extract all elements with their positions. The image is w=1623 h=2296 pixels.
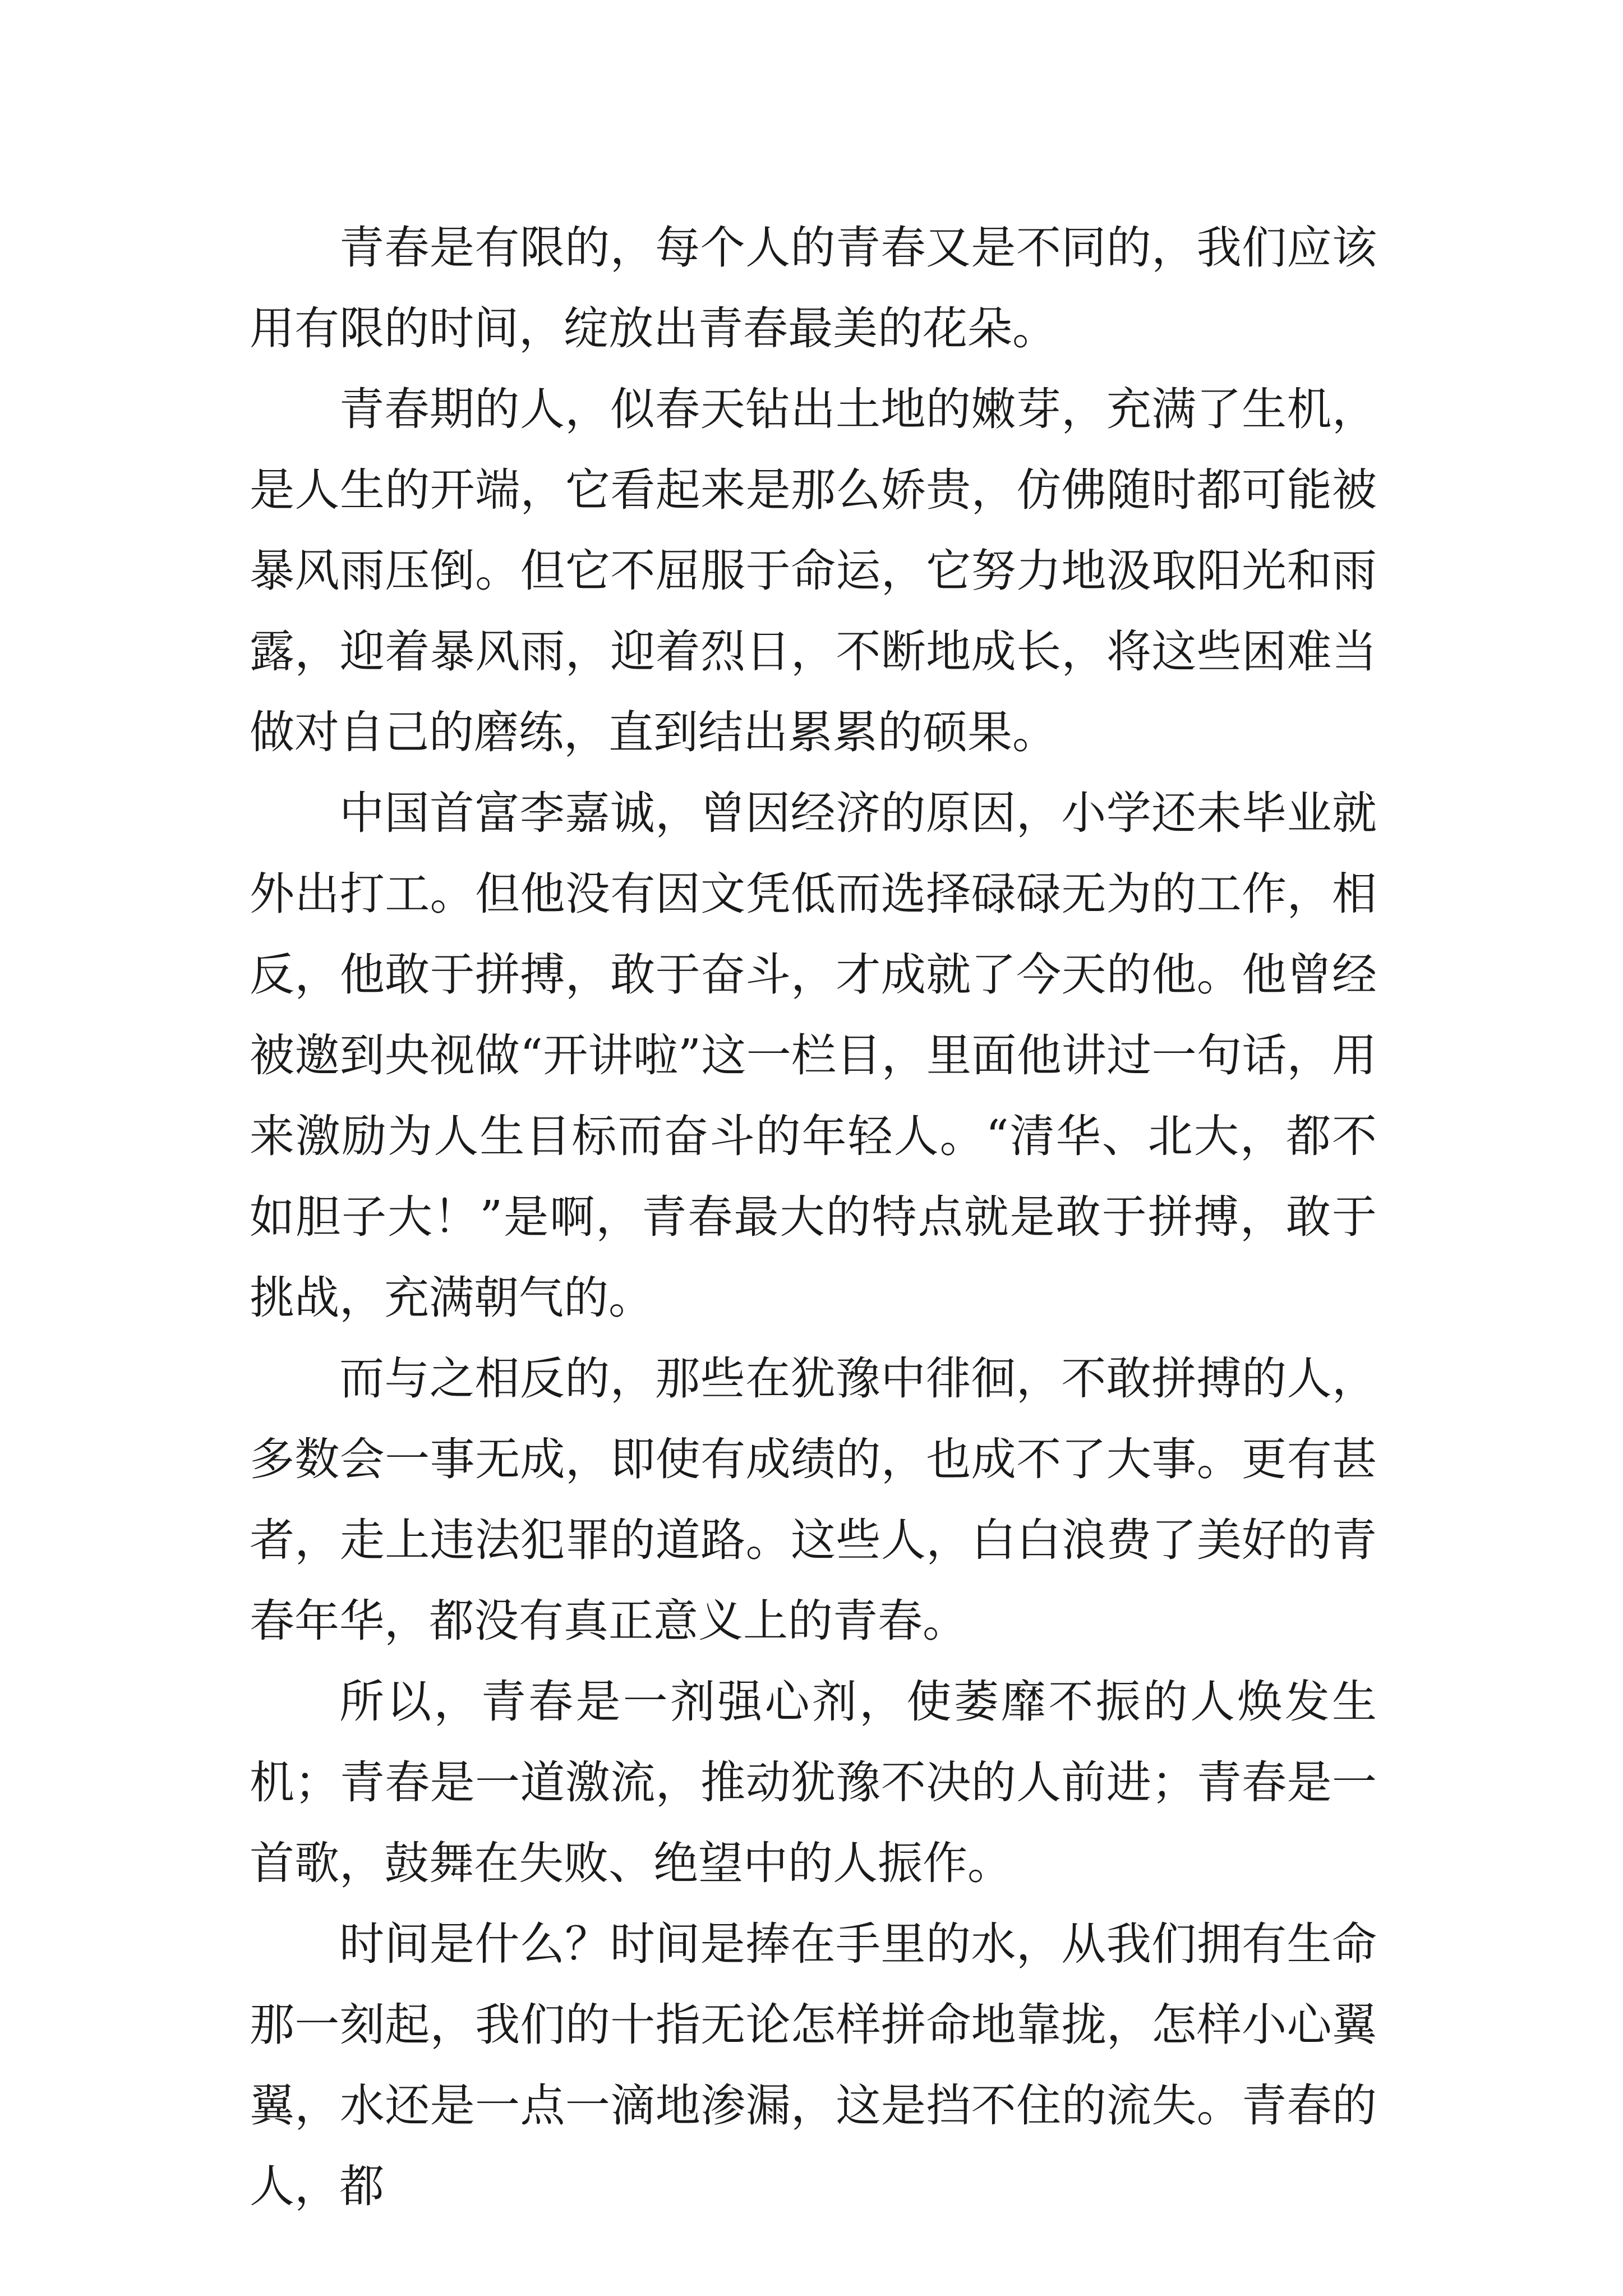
document-body xyxy=(250,208,1377,2227)
paragraph: 所以，青春是一剂强心剂，使萎靡不振的人焕发生机；青春是一道激流，推动犹豫不决的人前进；青春是一首歌，鼓舞在失败、绝望中的人振作。 xyxy=(250,1676,1377,1889)
paragraph: 青春期的人，似春天钻出土地的嫩芽，充满了生机，是人生的开端，它看起来是那么娇贵，仿佛随时都可能被暴风雨压倒。但它不屈服于命运，它努力地汲取阳光和雨露，迎着暴风雨，迎着烈日，不断地成长，将这些困难当做对自己的磨练，直到结出累累的硕果。 xyxy=(250,383,1377,758)
paragraph: 时间是什么？时间是捧在手里的水，从我们拥有生命那一刻起，我们的十指无论怎样拼命地靠拢，怎样小心翼翼，水还是一点一滴地渗漏，这是挡不住的流失。青春的人，都 xyxy=(250,1918,1377,2212)
paragraph: 中国首富李嘉诚，曾因经济的原因，小学还未毕业就外出打工。但他没有因文凭低而选择碌碌无为的工作，相反，他敢于拼搏，敢于奋斗，才成就了今天的他。他曾经被邀到央视做“开讲啦”这一栏目，里面他讲过一句话，用来激励为人生目标而奋斗的年轻人。“清华、北大，都不如胆子大！”是啊，青春最大的特点就是敢于拼搏，敢于挑战，充满朝气的。 xyxy=(250,787,1377,1324)
paragraph: 青春是有限的，每个人的青春又是不同的，我们应该用有限的时间，绽放出青春最美的花朵。 xyxy=(250,222,1377,355)
paragraph: 而与之相反的，那些在犹豫中徘徊，不敢拼搏的人，多数会一事无成，即使有成绩的，也成不了大事。更有甚者，走上违法犯罪的道路。这些人，白白浪费了美好的青春年华，都没有真正意义上的青春。 xyxy=(250,1352,1377,1647)
